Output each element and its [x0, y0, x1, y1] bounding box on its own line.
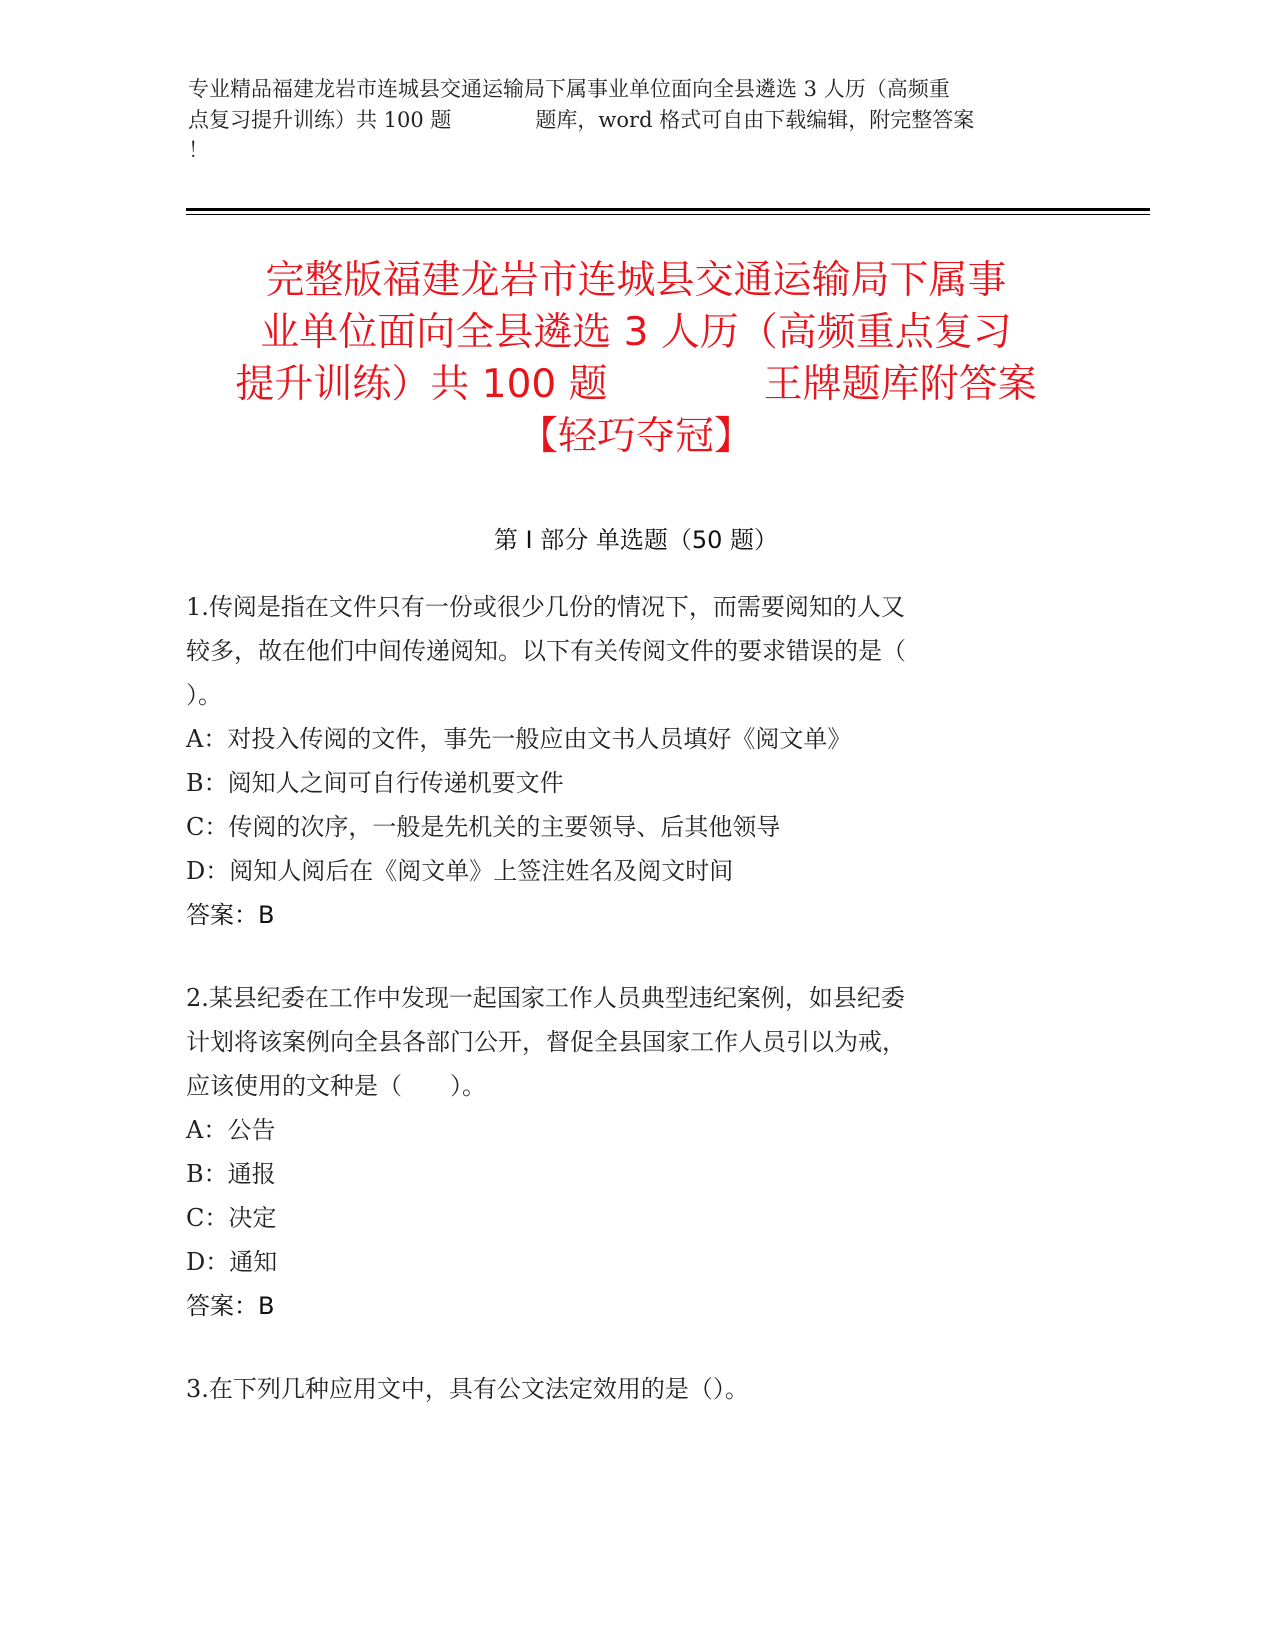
header-line: 专业精品福建龙岩市连城县交通运输局下属事业单位面向全县遴选 3 人历（高频重 — [188, 77, 950, 101]
title-line: 提升训练）共 100 题 王牌题库附答案 — [235, 362, 1037, 407]
section-title: 第 I 部分 单选题（50 题） — [493, 526, 779, 554]
header-line: ！ — [188, 138, 209, 162]
option-a: A：对投入传阅的文件，事先一般应由文书人员填好《阅文单》 — [186, 725, 852, 753]
question-2 — [186, 976, 1086, 1328]
question-text-line: 2.某县纪委在工作中发现一起国家工作人员典型违纪案例，如县纪委 — [186, 984, 905, 1012]
header-line: 点复习提升训练）共 100 题 题库，word 格式可自由下载编辑，附完整答案 — [188, 107, 975, 132]
answer-text: 答案：B — [186, 1292, 275, 1320]
header-divider-thick — [186, 208, 1150, 211]
option-d: D：通知 — [186, 1248, 278, 1276]
header-divider-thin — [186, 214, 1150, 215]
option-d: D：阅知人阅后在《阅文单》上签注姓名及阅文时间 — [186, 857, 734, 885]
title-line: 完整版福建龙岩市连城县交通运输局下属事 — [265, 258, 1007, 303]
option-c: C：传阅的次序，一般是先机关的主要领导、后其他领导 — [186, 813, 781, 841]
document-title — [186, 255, 1086, 463]
option-b: B：阅知人之间可自行传递机要文件 — [186, 769, 564, 797]
question-1 — [186, 585, 1086, 937]
document-header — [188, 74, 1088, 166]
question-text-line: 应该使用的文种是（ ）。 — [186, 1072, 486, 1100]
question-text-line: 3.在下列几种应用文中，具有公文法定效用的是（）。 — [186, 1375, 749, 1403]
option-a: A：公告 — [186, 1116, 276, 1144]
question-text-line: 计划将该案例向全县各部门公开，督促全县国家工作人员引以为戒， — [186, 1028, 906, 1056]
title-line: 【轻巧夺冠】 — [518, 414, 753, 459]
option-b: B：通报 — [186, 1160, 276, 1188]
title-line: 业单位面向全县遴选 3 人历（高频重点复习 — [260, 310, 1012, 355]
question-text-line: ）。 — [186, 681, 222, 709]
question-text-line: 较多，故在他们中间传递阅知。以下有关传阅文件的要求错误的是（ — [186, 637, 906, 665]
question-3 — [186, 1367, 1086, 1411]
answer-text: 答案：B — [186, 901, 275, 929]
question-text-line: 1.传阅是指在文件只有一份或很少几份的情况下，而需要阅知的人又 — [186, 593, 905, 621]
option-c: C：决定 — [186, 1204, 277, 1232]
